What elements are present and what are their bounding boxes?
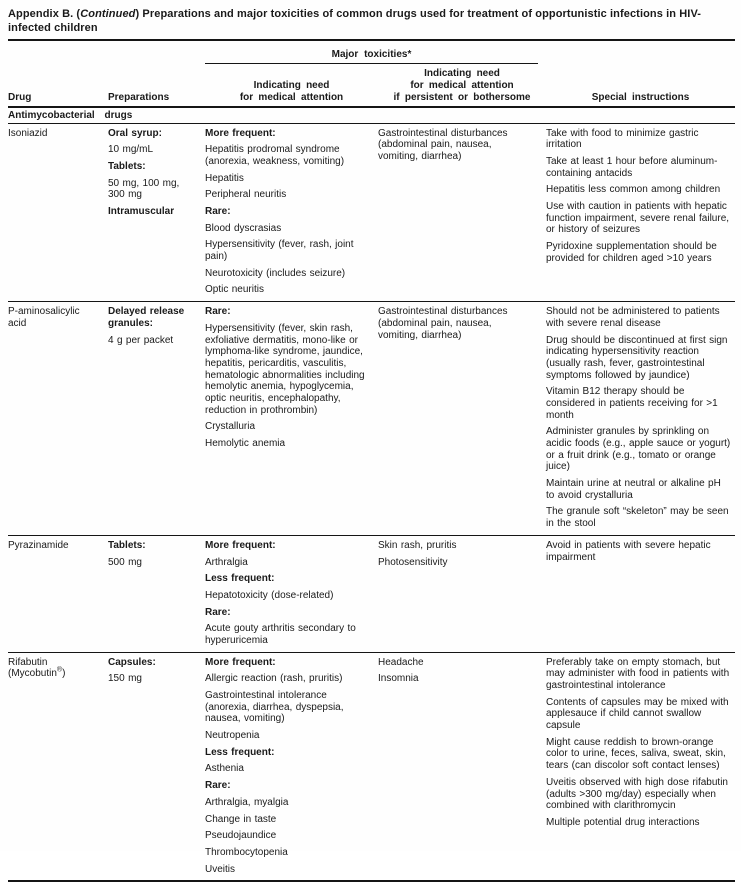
cell-paragraph: Tablets: <box>108 160 146 172</box>
title-prefix: Appendix B. ( <box>8 8 81 20</box>
cell-paragraph: Skin rash, pruritis <box>378 539 457 551</box>
cell-paragraph: Take with food to minimize gastric irritation <box>546 127 699 151</box>
cell-paragraph: Arthralgia, myalgia <box>205 796 289 808</box>
title-rule <box>8 39 735 41</box>
cell-paragraph: Uveitis <box>205 863 236 875</box>
tox-persistent-header-line: if persistent or bothersome <box>393 91 531 103</box>
cell-paragraph: Contents of capsules may be mixed with applesauce if child cannot swallow capsule <box>546 696 729 732</box>
cell-paragraph: Hepatitis prodromal syndrome (anorexia, weakness, vomiting) <box>205 144 345 167</box>
cell-paragraph: Intramuscular <box>108 206 175 218</box>
cell-paragraph: Tablets: <box>108 539 146 551</box>
cell-paragraph: 150 mg <box>108 673 142 685</box>
cell-paragraph: Pseudojaundice <box>205 830 277 842</box>
cell-paragraph: Allergic reaction (rash, pruritis) <box>205 673 343 685</box>
drug-row <box>8 536 735 653</box>
preparations-cell <box>108 306 205 535</box>
cell-paragraph: Gastrointestinal intolerance (anorexia, diarrhea, dyspepsia, nausea, vomiting) <box>205 690 344 725</box>
special-cell <box>546 306 735 535</box>
tox-persistent-cell <box>378 306 546 535</box>
cell-paragraph: 4 g per packet <box>108 334 174 346</box>
cell-paragraph: Change in taste <box>205 813 277 825</box>
cell-paragraph: Gastrointestinal disturbances (abdominal pain, nausea, vomiting, diarrhea) <box>378 127 508 162</box>
special-cell <box>546 128 735 302</box>
drug-cell <box>8 128 108 302</box>
cell-paragraph: Multiple potential drug interactions <box>546 816 700 828</box>
tox-attention-header-line: for medical attention <box>239 91 344 103</box>
column-header-drug: Drug <box>8 91 32 103</box>
cell-paragraph: Hepatitis <box>205 172 244 184</box>
title-suffix: ) Preparations and major toxicities of common drugs used for treatment of opportunistic infections in HIV-infected children <box>8 8 702 35</box>
tox-attention-cell <box>205 128 378 302</box>
table-header <box>8 49 735 108</box>
major-toxicities-row <box>8 49 735 64</box>
title-continued-italic: Continued <box>80 8 136 20</box>
cell-paragraph: Rare: <box>205 606 231 618</box>
tox-persistent-cell <box>378 657 546 881</box>
cell-paragraph: Isoniazid <box>8 127 48 139</box>
preparations-cell <box>108 540 205 652</box>
cell-paragraph: More frequent: <box>205 539 276 551</box>
cell-paragraph: Hepatitis less common among children <box>546 184 721 196</box>
column-header-preparations: Preparations <box>108 91 170 103</box>
column-header-special: Special instructions <box>591 91 690 103</box>
cell-paragraph: Rare: <box>205 780 231 792</box>
cell-paragraph: Maintain urine at neutral or alkaline pH to avoid crystalluria <box>546 478 721 501</box>
cell-paragraph: Insomnia <box>378 673 419 685</box>
cell-paragraph: 500 mg <box>108 556 142 568</box>
cell-paragraph: Acute gouty arthritis secondary to hyperuricemia <box>205 623 356 646</box>
cell-paragraph: Headache <box>378 656 424 668</box>
tox-attention-cell <box>205 657 378 881</box>
cell-paragraph: Neutropenia <box>205 730 260 742</box>
special-cell <box>546 540 735 652</box>
cell-paragraph: Should not be administered to patients with severe renal disease <box>546 306 720 329</box>
cell-paragraph: Use with caution in patients with hepatic function impairment, severe renal failure, or history of seizures <box>546 201 730 236</box>
cell-paragraph: 10 mg/mL <box>108 144 154 156</box>
preparations-cell <box>108 657 205 881</box>
cell-paragraph: Hemolytic anemia <box>205 438 286 450</box>
tox-persistent-cell <box>378 128 546 302</box>
cell-paragraph: The granule soft “skeleton” may be seen in the stool <box>546 506 729 530</box>
cell-paragraph: More frequent: <box>205 656 276 668</box>
cell-paragraph: P-aminosalicylic acid <box>8 306 80 329</box>
registered-trademark-symbol: ® <box>56 667 63 675</box>
preparations-cell <box>108 128 205 302</box>
cell-paragraph: Vitamin B12 therapy should be considered in patients receiving for >1 month <box>546 386 718 421</box>
page-title <box>8 7 735 36</box>
tox-attention-cell <box>205 306 378 535</box>
tox-persistent-cell <box>378 540 546 652</box>
cell-paragraph: Pyridoxine supplementation should be provided for children aged >10 years <box>546 241 717 264</box>
drug-row <box>8 302 735 536</box>
cell-paragraph: Arthralgia <box>205 556 248 568</box>
cell-paragraph: Administer granules by sprinkling on acidic foods (e.g., apple sauce or yogurt) or a fruit drink (e.g., tomato or orange juice) <box>546 426 731 473</box>
cell-paragraph: Blood dyscrasias <box>205 222 282 234</box>
cell-paragraph: Rare: <box>205 306 231 318</box>
cell-paragraph: More frequent: <box>205 127 276 139</box>
tox-persistent-header-line: Indicating need <box>424 67 500 79</box>
cell-paragraph: Delayed release granules: <box>108 306 185 329</box>
cell-paragraph: Neurotoxicity (includes seizure) <box>205 267 346 279</box>
tox-persistent-header-line: for medical attention <box>410 79 514 91</box>
column-header-tox-persistent <box>378 68 546 106</box>
cell-paragraph: Less frequent: <box>205 573 275 585</box>
cell-paragraph: Hypersensitivity (fever, skin rash, exfoliative dermatitis, mono-like or lymphoma-like syndrome, jaundice, hepatitis, pericarditis, vasculitis, hematologic abnormalities including hemolytic anemia, hypoglycemia, optic neuritis, encephalopathy, reduction in prothrombin) <box>205 322 365 416</box>
cell-paragraph: Peripheral neuritis <box>205 189 287 201</box>
special-cell <box>546 657 735 881</box>
cell-paragraph: Thrombocytopenia <box>205 846 288 858</box>
cell-paragraph: Optic neuritis <box>205 284 264 296</box>
cell-paragraph: Gastrointestinal disturbances (abdominal pain, nausea, vomiting, diarrhea) <box>378 306 508 341</box>
major-toxicities-header: Major toxicities* <box>205 49 538 64</box>
tox-attention-header-line: Indicating need <box>253 79 330 91</box>
cell-paragraph: 50 mg, 100 mg, 300 mg <box>108 177 180 201</box>
cell-paragraph: Photosensitivity <box>378 556 448 568</box>
cell-paragraph: Drug should be discontinued at first sign indicating hypersensitivity reaction (usually rash, fever, gastrointestinal symptoms followed by jaundice) <box>546 334 728 381</box>
tox-attention-cell <box>205 540 378 652</box>
cell-paragraph: Might cause reddish to brown-orange color to urine, feces, saliva, sweat, skin, tears (can discolor soft contact lenses) <box>546 736 726 772</box>
drug-cell <box>8 540 108 652</box>
drug-cell <box>8 657 108 881</box>
cell-paragraph: Hypersensitivity (fever, rash, joint pain) <box>205 239 354 263</box>
table-body <box>8 124 735 882</box>
cell-paragraph: Capsules: <box>108 656 156 668</box>
cell-paragraph: Less frequent: <box>205 746 275 758</box>
cell-paragraph: Hepatotoxicity (dose-related) <box>205 589 334 601</box>
cell-paragraph: Rare: <box>205 206 231 218</box>
cell-paragraph: Asthenia <box>205 763 244 775</box>
drug-row <box>8 653 735 882</box>
cell-paragraph: Crystalluria <box>205 421 256 433</box>
cell-paragraph: Pyrazinamide <box>8 539 69 551</box>
cell-paragraph: Preferably take on empty stomach, but may administer with food in patients with gastrointestinal intolerance <box>546 656 730 692</box>
cell-paragraph: Take at least 1 hour before aluminum-containing antacids <box>546 155 718 179</box>
cell-paragraph: Oral syrup: <box>108 127 162 139</box>
section-header-antimycobacterial: Antimycobacterial drugs <box>8 108 735 124</box>
cell-paragraph: Rifabutin (Mycobutin®) <box>8 656 66 680</box>
column-header-tox-attention <box>205 80 378 106</box>
cell-paragraph: Uveitis observed with high dose rifabutin (adults >300 mg/day) especially when combined with clarithromycin <box>546 776 728 812</box>
cell-paragraph: Avoid in patients with severe hepatic impairment <box>546 539 711 563</box>
drug-cell <box>8 306 108 535</box>
column-header-row <box>8 64 735 106</box>
drug-row <box>8 124 735 303</box>
